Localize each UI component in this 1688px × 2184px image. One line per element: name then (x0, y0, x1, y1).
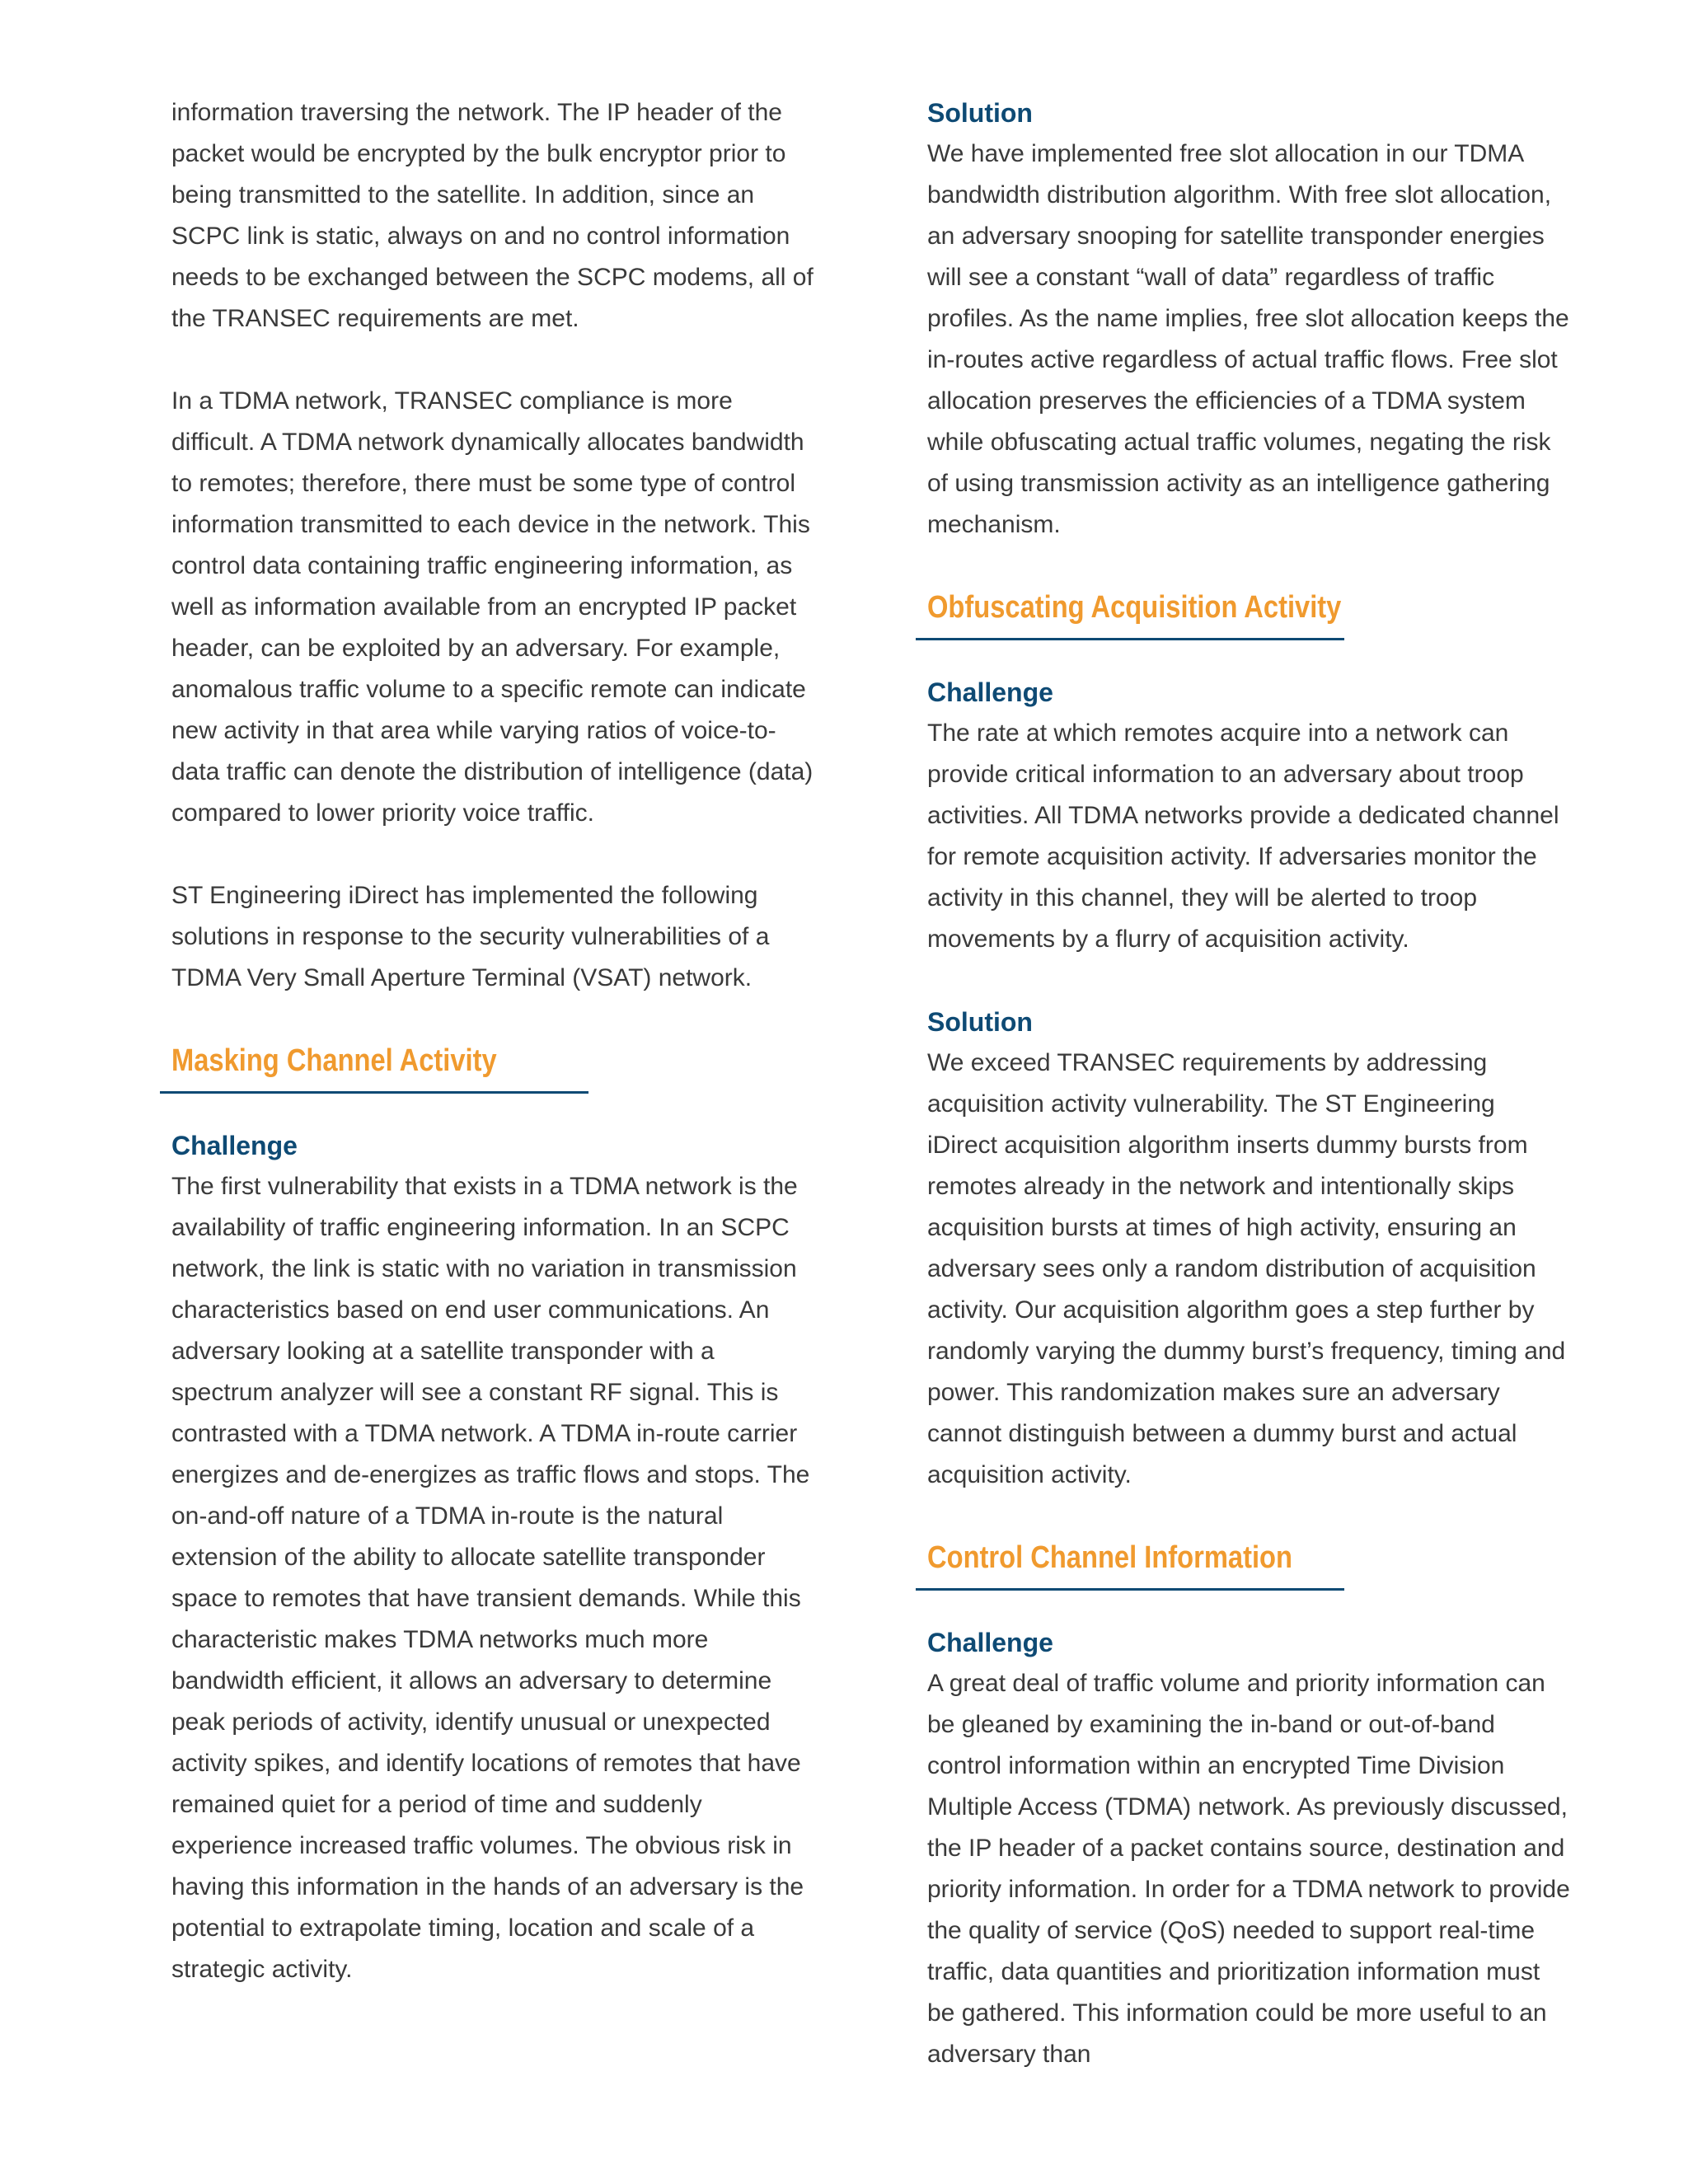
section-control-channel-information (927, 1537, 1570, 2075)
solution-heading: Solution (927, 1007, 1033, 1037)
section-title: Masking Channel Activity (171, 1043, 497, 1078)
solution-text: We exceed TRANSEC requirements by addressing acquisition activity vulnerability. The ST Engineering iDirect acquisition algorithm inserts dummy bursts from remotes already in the network and intentionally skips acquisition bursts at times of high activity, ensuring an adversary sees only a random distribution of acquisition activity. Our acquisition algorithm goes a step further by randomly varying the dummy burst’s frequency, timing and power. This randomization makes sure an adversary cannot distinguish between a dummy burst and actual acquisition activity. (927, 1049, 1566, 1488)
challenge-heading: Challenge (171, 1131, 298, 1160)
section-title: Control Channel Information (927, 1540, 1292, 1575)
solution-heading: Solution (927, 98, 1033, 128)
right-column (927, 92, 1570, 2075)
paragraph-tdma-compliance: In a TDMA network, TRANSEC compliance is more difficult. A TDMA network dynamically allocates bandwidth to remotes; therefore, there must be some type of control information transmitted to each device in the network. This control data containing traffic engineering information, as well as information available from an encrypted IP packet header, can be exploited by an adversary. For example, anomalous traffic volume to a specific remote can indicate new activity in that area while varying ratios of voice-to-data traffic can denote the distribution of intelligence (data) compared to lower priority voice traffic. (171, 387, 814, 827)
solution-text: We have implemented free slot allocation in our TDMA bandwidth distribution algorithm. With free slot allocation, an adversary snooping for satellite transponder energies will see a constant “wall of data” regardless of traffic profiles. As the name implies, free slot allocation keeps the in-routes active regardless of actual traffic flows. Free slot allocation preserves the efficiencies of a TDMA system while obfuscating actual traffic volumes, negating the risk of using transmission activity as an intelligence gathering mechanism. (927, 140, 1569, 538)
challenge-text: The rate at which remotes acquire into a network can provide critical information to an adversary about troop activities. All TDMA networks provide a dedicated channel for remote acquisition activity. If adversaries monitor the activity in this channel, they will be alerted to troop movements by a flurry of acquisition activity. (927, 719, 1559, 953)
paragraph-bulk-encryption: information traversing the network. The IP header of the packet would be encrypted by the bulk encryptor prior to being transmitted to the satellite. In addition, since an SCPC link is static, always on and no control information needs to be exchanged between the SCPC modems, all of the TRANSEC requirements are met. (171, 99, 814, 332)
challenge-heading: Challenge (927, 677, 1053, 707)
section-masking-channel-activity (171, 1040, 823, 1990)
left-column (171, 92, 823, 1990)
section-obfuscating-acquisition-activity (927, 587, 1570, 1496)
challenge-text: A great deal of traffic volume and priority information can be gleaned by examining the in-band or out-of-band control information within an encrypted Time Division Multiple Access (TDMA) network. As previously discussed, the IP header of a packet contains source, destination and priority information. In order for a TDMA network to provide the quality of service (QoS) needed to support real-time traffic, data quantities and prioritization information must be gathered. This information could be more useful to an adversary than (927, 1670, 1570, 2068)
paragraph-idirect-solutions: ST Engineering iDirect has implemented the following solutions in response to the security vulnerabilities of a TDMA Very Small Aperture Terminal (VSAT) network. (171, 882, 770, 991)
challenge-text: The first vulnerability that exists in a TDMA network is the availability of traffic engineering information. In an SCPC network, the link is static with no variation in transmission characteristics based on end user communications. An adversary looking at a satellite transponder with a spectrum analyzer will see a constant RF signal. This is contrasted with a TDMA network. A TDMA in-route carrier energizes and de-energizes as traffic flows and stops. The on-and-off nature of a TDMA in-route is the natural extension of the ability to allocate satellite transponder space to remotes that have transient demands. While this characteristic makes TDMA networks much more bandwidth efficient, it allows an adversary to determine peak periods of activity, identify unusual or unexpected activity spikes, and identify locations of remotes that have remained quiet for a period of time and suddenly experience increased traffic volumes. The obvious risk in having this information in the hands of an adversary is the potential to extrapolate timing, location and scale of a strategic activity. (171, 1173, 810, 1983)
section-title: Obfuscating Acquisition Activity (927, 590, 1342, 625)
challenge-heading: Challenge (927, 1628, 1053, 1657)
